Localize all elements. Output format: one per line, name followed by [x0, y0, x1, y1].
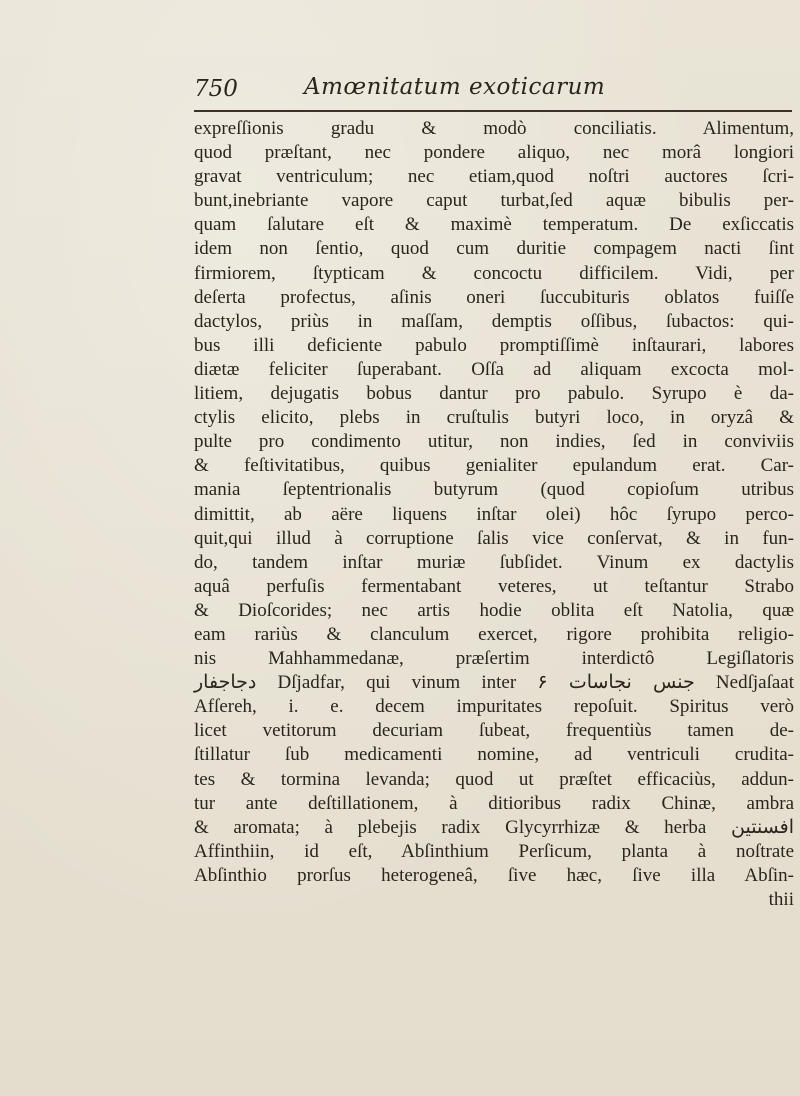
- text-line: & aromata; à plebejis radix Glycyrrhizæ & herba افسنتين: [194, 816, 794, 838]
- text-line: aquâ perfuſis fermentabant veteres, ut teſtantur Strabo: [194, 575, 794, 597]
- text-line: Affinthiin, id eſt, Abſinthium Perſicum, planta à noſtrate: [194, 840, 794, 862]
- header-rule: [194, 110, 792, 112]
- text-line: bunt,inebriante vapore caput turbat,ſed aquæ bibulis per-: [194, 190, 794, 212]
- text-line: litiem, dejugatis bobus dantur pro pabulo. Syrupo è da-: [194, 383, 794, 405]
- text-line: quam ſalutare eſt & maximè temperatum. De exſiccatis: [194, 214, 794, 236]
- page-number: 750: [194, 76, 238, 102]
- catchword: thii: [768, 889, 794, 910]
- text-line: ctylis elicito, plebs in cruſtulis butyri loco, in oryzâ &: [194, 407, 794, 429]
- running-title: Amœnitatum exoticarum: [304, 74, 606, 100]
- text-line: idem non ſentio, quod cum duritie compagem nacti ſint: [194, 238, 794, 260]
- text-line: Afſereh, i. e. decem impuritates repoſuit. Spiritus verò: [194, 696, 794, 718]
- text-line: diætæ feliciter ſuperabant. Oſſa ad aliquam excocta mol-: [194, 358, 794, 380]
- text-line: bus illi deficiente pabulo promptiſſimè inſtaurari, labores: [194, 334, 794, 356]
- text-line: دجاجفار Dſjadfar, qui vinum inter ۶ جنس نجاسات Nedſjaſaat: [194, 672, 794, 694]
- text-line: & feſtivitatibus, quibus genialiter epulandum erat. Car-: [194, 455, 794, 477]
- text-line: do, tandem inſtar muriæ ſubſidet. Vinum ex dactylis: [194, 551, 794, 573]
- text-line: deſerta profectus, aſinis oneri ſuccubituris oblatos fuiſſe: [194, 286, 794, 308]
- text-line: licet vetitorum decuriam ſubeat, frequentiùs tamen de-: [194, 720, 794, 742]
- text-line: eam rariùs & clanculum exercet, rigore prohibita religio-: [194, 623, 794, 645]
- text-line: ſtillatur ſub medicamenti nomine, ad ventriculi crudita-: [194, 744, 794, 766]
- text-line: quod præſtant, nec pondere aliquo, nec morâ longiori: [194, 142, 794, 164]
- text-line: nis Mahhammedanæ, præſertim interdictô Legiſlatoris: [194, 648, 794, 670]
- body-text: [194, 117, 794, 912]
- text-line: pulte pro condimento utitur, non indies, ſed in conviviis: [194, 431, 794, 453]
- text-line: expreſſionis gradu & modò conciliatis. Alimentum,: [194, 118, 794, 139]
- text-line: gravat ventriculum; nec etiam,quod noſtri auctores ſcri-: [194, 166, 794, 188]
- text-line: & Dioſcorides; nec artis hodie oblita eſt Natolia, quæ: [194, 599, 794, 621]
- text-line: mania ſeptentrionalis butyrum (quod copioſum utribus: [194, 479, 794, 501]
- text-line: firmiorem, ſtypticam & concoctu difficilem. Vidi, per: [194, 262, 794, 284]
- text-line: Abſinthio prorſus heterogeneâ, ſive hæc, ſive illa Abſin-: [194, 864, 794, 886]
- text-line: dimittit, ab aëre liquens inſtar olei) hôc ſyrupo perco-: [194, 503, 794, 525]
- text-line: dactylos, priùs in maſſam, demptis oſſibus, ſubactos: qui-: [194, 310, 794, 332]
- text-line: quit,qui illud à corruptione ſalis vice conſervat, & in fun-: [194, 527, 794, 549]
- text-line: tes & tormina levanda; quod ut præſtet efficaciùs, addun-: [194, 768, 794, 790]
- text-line: tur ante deſtillationem, à ditioribus radix Chinæ, ambra: [194, 792, 794, 814]
